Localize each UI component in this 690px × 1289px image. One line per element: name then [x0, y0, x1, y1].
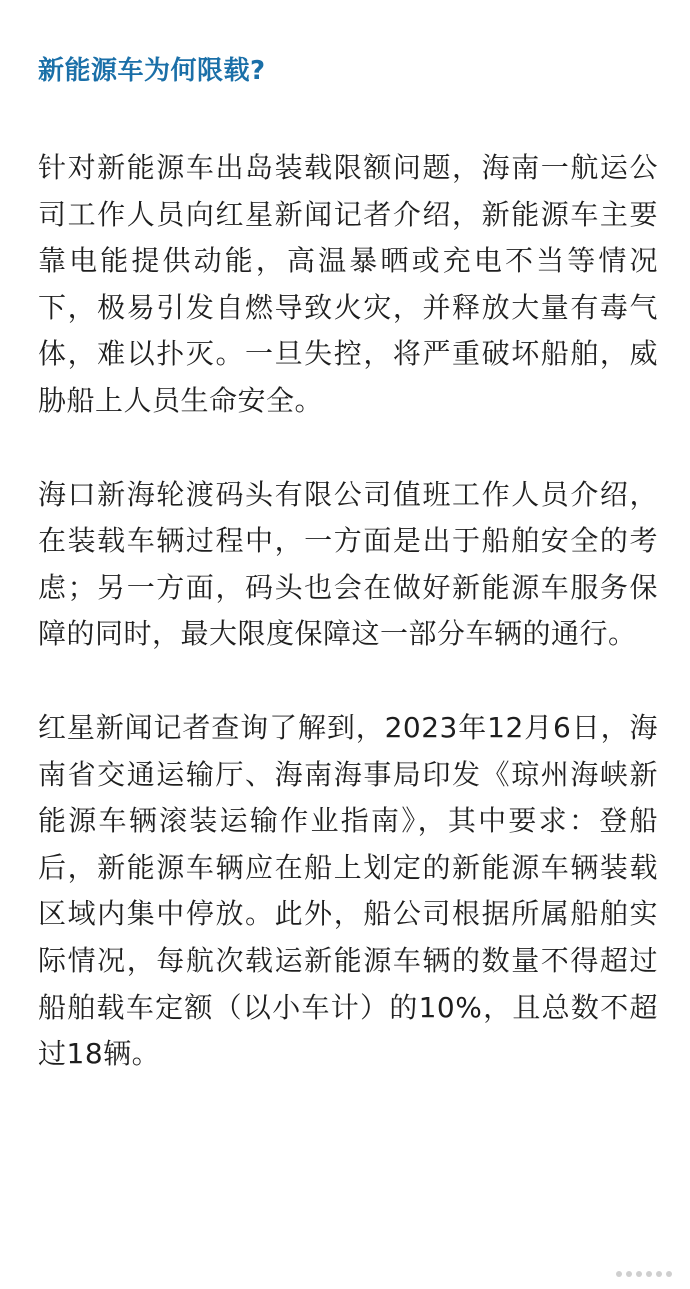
- dot: [616, 1271, 622, 1277]
- article: [38, 48, 658, 1078]
- paragraph-1: 针对新能源车出岛装载限额问题，海南一航运公司工作人员向红星新闻记者介绍，新能源车主要靠电能提供动能，高温暴晒或充电不当等情况下，极易引发自燃导致火灾，并释放大量有毒气体，难以扑灭。一旦失控，将严重破坏船舶，威胁船上人员生命安全。: [38, 151, 658, 417]
- dot: [666, 1271, 672, 1277]
- dot: [626, 1271, 632, 1277]
- more-dots-icon[interactable]: [616, 1271, 672, 1277]
- dot: [636, 1271, 642, 1277]
- paragraph-2: 海口新海轮渡码头有限公司值班工作人员介绍，在装载车辆过程中，一方面是出于船舶安全的考虑；另一方面，码头也会在做好新能源车服务保障的同时，最大限度保障这一部分车辆的通行。: [38, 477, 658, 651]
- dot: [646, 1271, 652, 1277]
- article-headline: 新能源车为何限载?: [38, 56, 266, 86]
- dot: [656, 1271, 662, 1277]
- paragraph-3: 红星新闻记者查询了解到，2023年12月6日，海南省交通运输厅、海南海事局印发《琼州海峡新能源车辆滚装运输作业指南》，其中要求：登船后，新能源车辆应在船上划定的新能源车辆装载区域内集中停放。此外，船公司根据所属船舶实际情况，每航次载运新能源车辆的数量不得超过船舶载车定额（以小车计）的10%，且总数不超过18辆。: [38, 710, 658, 1071]
